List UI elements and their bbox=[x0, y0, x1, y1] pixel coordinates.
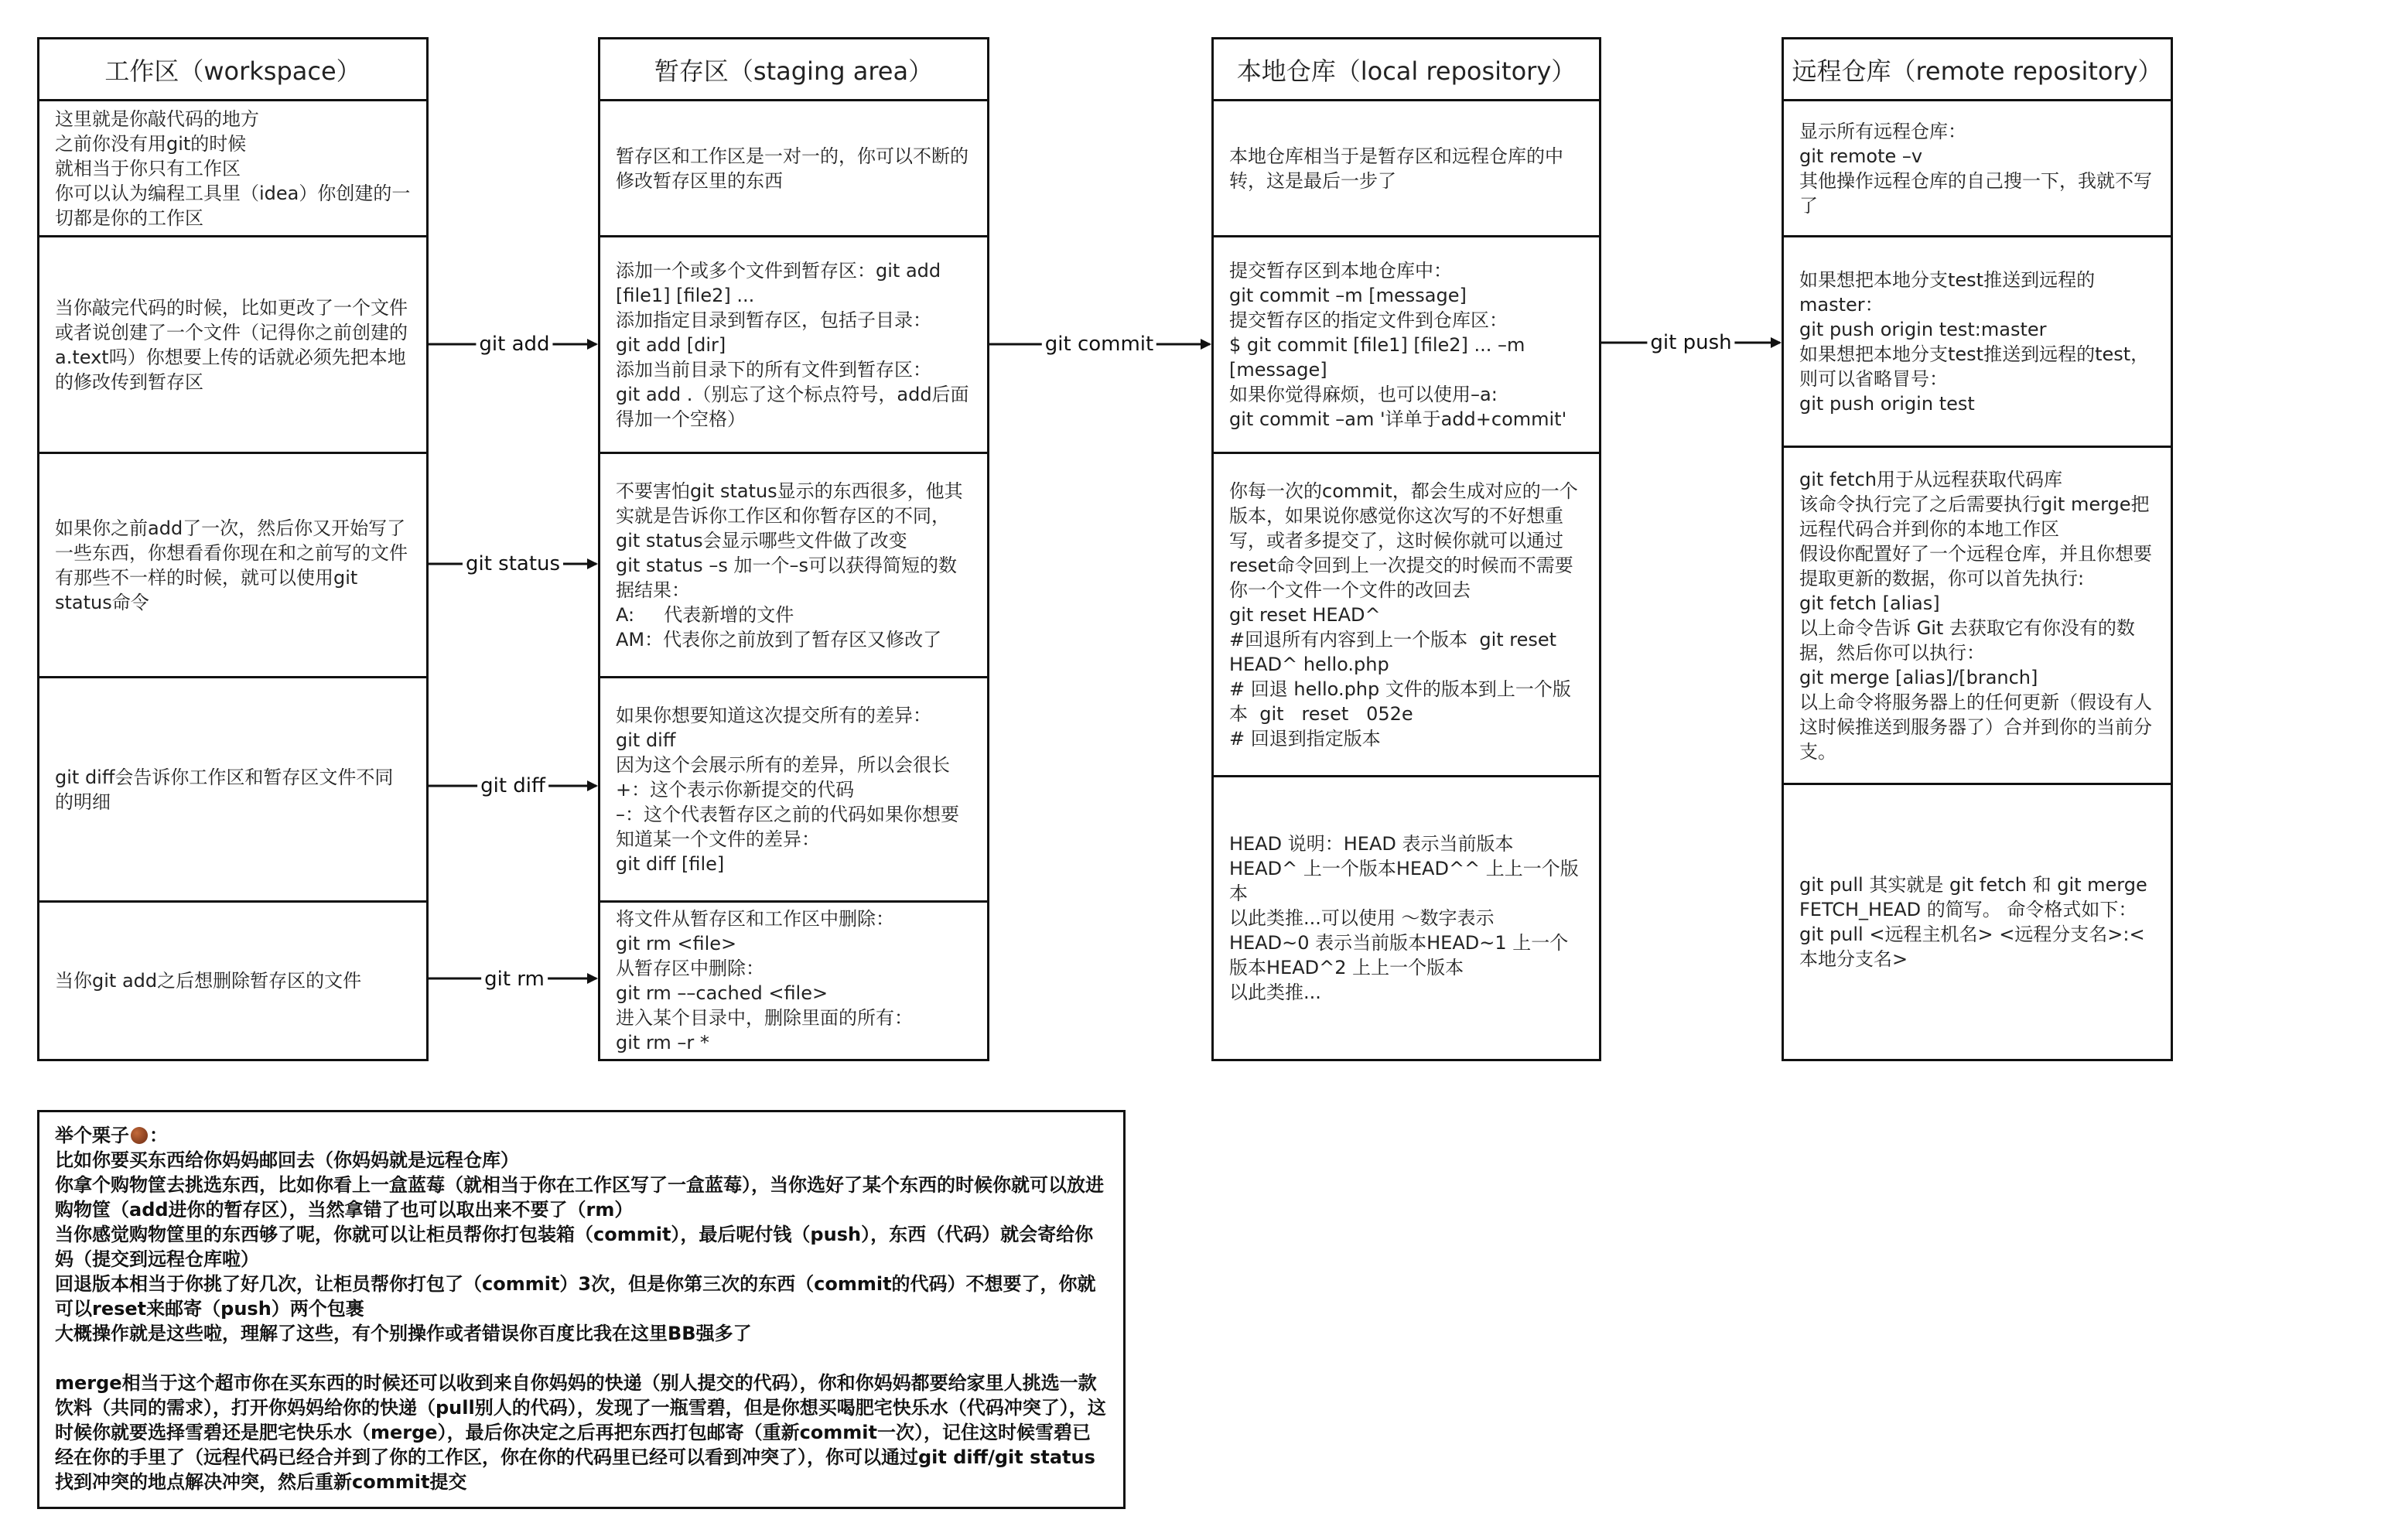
remote-repo-cell bbox=[1784, 237, 2171, 448]
git-add-label: git add bbox=[476, 333, 552, 356]
staging-cell bbox=[600, 903, 987, 1059]
git-commit-label: git commit bbox=[1042, 333, 1156, 356]
cell-text: git diff会告诉你工作区和暂存区文件不同的明细 bbox=[55, 766, 394, 813]
example-line: 回退版本相当于你挑了好几次，让柜员帮你打包了（commit）3次，但是你第三次的东西（commit的代码）不想要了，你就可以reset来邮寄（push）两个包裹 bbox=[55, 1273, 1096, 1320]
workspace-cell bbox=[39, 678, 426, 903]
example-line: merge相当于这个超市你在买东西的时候还可以收到来自你妈妈的快递（别人提交的代码），你和你妈妈都要给家里人挑选一款饮料（共同的需求），打开你妈妈给你的快递（pull别人的代码），发现了一瓶雪碧，但是你想买喝肥宅快乐水（代码冲突了），这时候你就要选择雪碧还是肥宅快乐水（merge），最后你决定之后再把东西打包邮寄（重新commit一次），记住这时候雪碧已经在你的手里了（远程代码已经合并到了你的工作区，你在你的代码里已经可以看到冲突了），你可以通过git diff/git status找到冲突的地点解决冲突，然后重新commit提交 bbox=[55, 1372, 1106, 1493]
git-push-label: git push bbox=[1647, 331, 1734, 354]
staging-cell bbox=[600, 454, 987, 678]
cell-text: 暂存区和工作区是一对一的，你可以不断的修改暂存区里的东西 bbox=[616, 145, 969, 192]
column-title: 远程仓库（remote repository） bbox=[1784, 39, 2171, 101]
cell-text: 将文件从暂存区和工作区中删除： git rm <file> 从暂存区中删除： git rm ––cached <file> 进入某个目录中，删除里面的所有： git rm –r * bbox=[616, 908, 913, 1053]
local-repo-cell bbox=[1214, 454, 1599, 777]
cell-text: 如果想把本地分支test推送到远程的master： git push origin test:master 如果想把本地分支test推送到远程的test，则可以省略冒号： git push origin test bbox=[1799, 268, 2150, 415]
local-repo-cell bbox=[1214, 101, 1599, 237]
workspace-column bbox=[37, 37, 429, 1061]
cell-text: 这里就是你敲代码的地方 之前你没有用git的时候 就相当于你只有工作区 你可以认为编程工具里（idea）你创建的一切都是你的工作区 bbox=[55, 108, 411, 229]
cell-text: 你每一次的commit，都会生成对应的一个版本，如果说你感觉你这次写的不好想重写，或者多提交了，这时候你就可以通过reset命令回到上一次提交的时候而不需要你一个文件一个文件的改回去 git reset HEAD^ #回退所有内容到上一个版本 git reset HEAD^ hello.php # 回退 hello.php 文件的版本到上一个版本 git reset 052e # 回退到指定版本 bbox=[1229, 480, 1578, 750]
cell-text: 本地仓库相当于是暂存区和远程仓库的中转，这是最后一步了 bbox=[1229, 145, 1563, 192]
remote-repo-column bbox=[1782, 37, 2173, 1061]
staging-cell bbox=[600, 101, 987, 237]
example-line: 大概操作就是这些啦，理解了这些，有个别操作或者错误你百度比我在这里BB强多了 bbox=[55, 1323, 752, 1344]
cell-text: 如果你之前add了一次，然后你又开始写了一些东西，你想看看你现在和之前写的文件有那些不一样的时候，就可以使用git status命令 bbox=[55, 517, 408, 613]
local-repo-cell bbox=[1214, 237, 1599, 454]
cell-text: 提交暂存区到本地仓库中： git commit –m [message] 提交暂存区的指定文件到仓库区： $ git commit [file1] [file2] ... –m [message] 如果你觉得麻烦，也可以使用–a: git commit –am '详单于add+commit' bbox=[1229, 259, 1567, 430]
example-heading bbox=[55, 1123, 1108, 1148]
local-repo-column bbox=[1211, 37, 1601, 1061]
example-line: 当你感觉购物筐里的东西够了呢，你就可以让柜员帮你打包装箱（commit），最后呢付钱（push），东西（代码）就会寄给你妈（提交到远程仓库啦） bbox=[55, 1224, 1094, 1270]
remote-repo-cell bbox=[1784, 101, 2171, 237]
cell-text: 添加一个或多个文件到暂存区：git add [file1] [file2] ... 添加指定目录到暂存区，包括子目录： git add [dir] 添加当前目录下的所有文件到暂存区： git add .（别忘了这个标点符号，add后面得加一个空格） bbox=[616, 259, 969, 430]
remote-repo-cell bbox=[1784, 785, 2171, 1059]
cell-text: 不要害怕git status显示的东西很多，他其实就是告诉你工作区和你暂存区的不同，git status会显示哪些文件做了改变 git status –s 加一个–s可以获得简短的数据结果： A: 代表新增的文件 AM：代表你之前放到了暂存区又修改了 bbox=[616, 480, 963, 650]
local-repo-cell bbox=[1214, 777, 1599, 1059]
staging-cell bbox=[600, 237, 987, 454]
example-line: 你拿个购物筐去挑选东西，比如你看上一盒蓝莓（就相当于你在工作区写了一盒蓝莓），当你选好了某个东西的时候你就可以放进购物筐（add进你的暂存区），当然拿错了也可以取出来不要了（rm） bbox=[55, 1174, 1104, 1221]
column-title: 工作区（workspace） bbox=[39, 39, 426, 101]
cell-text: 当你git add之后想删除暂存区的文件 bbox=[55, 970, 362, 992]
column-title: 暂存区（staging area） bbox=[600, 39, 987, 101]
workspace-cell bbox=[39, 903, 426, 1059]
git-status-label: git status bbox=[463, 552, 563, 575]
workspace-cell bbox=[39, 237, 426, 454]
cell-text: 当你敲完代码的时候，比如更改了一个文件或者说创建了一个文件（记得你之前创建的a.text吗）你想要上传的话就必须先把本地的修改传到暂存区 bbox=[55, 296, 408, 393]
cell-text: 如果你想要知道这次提交所有的差异： git diff 因为这个会展示所有的差异，所以会很长 +：这个表示你新提交的代码 –：这个代表暂存区之前的代码如果你想要知道某一个文件的差异： git diff [file] bbox=[616, 704, 959, 875]
cell-text: 显示所有远程仓库： git remote –v 其他操作远程仓库的自己搜一下，我就不写了 bbox=[1799, 120, 2152, 217]
workspace-cell bbox=[39, 101, 426, 237]
example-box bbox=[37, 1110, 1126, 1509]
cell-text: git fetch用于从远程获取代码库 该命令执行完了之后需要执行git merge把远程代码合并到你的本地工作区 假设你配置好了一个远程仓库，并且你想要提取更新的数据，你可以首先执行: git fetch [alias] 以上命令告诉 Git 去获取它有你没有的数据，然后你可以执行： git merge [alias]/[branch] 以上命令将服务器上的任何更新（假设有人这时候推送到服务器了）合并到你的当前分支。 bbox=[1799, 468, 2152, 763]
remote-repo-cell bbox=[1784, 448, 2171, 785]
column-title: 本地仓库（local repository） bbox=[1214, 39, 1599, 101]
example-line: 比如你要买东西给你妈妈邮回去（你妈妈就是远程仓库） bbox=[55, 1149, 519, 1171]
staging-column bbox=[598, 37, 989, 1061]
example-line bbox=[55, 1346, 1108, 1371]
git-rm-label: git rm bbox=[481, 968, 548, 991]
example-title-suffix: ： bbox=[149, 1125, 168, 1146]
staging-cell bbox=[600, 678, 987, 903]
chestnut-icon bbox=[131, 1127, 148, 1144]
git-diff-label: git diff bbox=[477, 774, 548, 797]
cell-text: git pull 其实就是 git fetch 和 git merge FETCH_HEAD 的简写。 命令格式如下： git pull <远程主机名> <远程分支名>:<本地分支名> bbox=[1799, 874, 2147, 970]
example-title: 举个栗子 bbox=[55, 1125, 129, 1146]
cell-text: HEAD 说明：HEAD 表示当前版本 HEAD^ 上一个版本HEAD^^ 上上一个版本 以此类推...可以使用 ～数字表示 HEAD~0 表示当前版本HEAD~1 上一个版本HEAD^2 上上一个版本 以此类推... bbox=[1229, 833, 1579, 1003]
workspace-cell bbox=[39, 454, 426, 678]
